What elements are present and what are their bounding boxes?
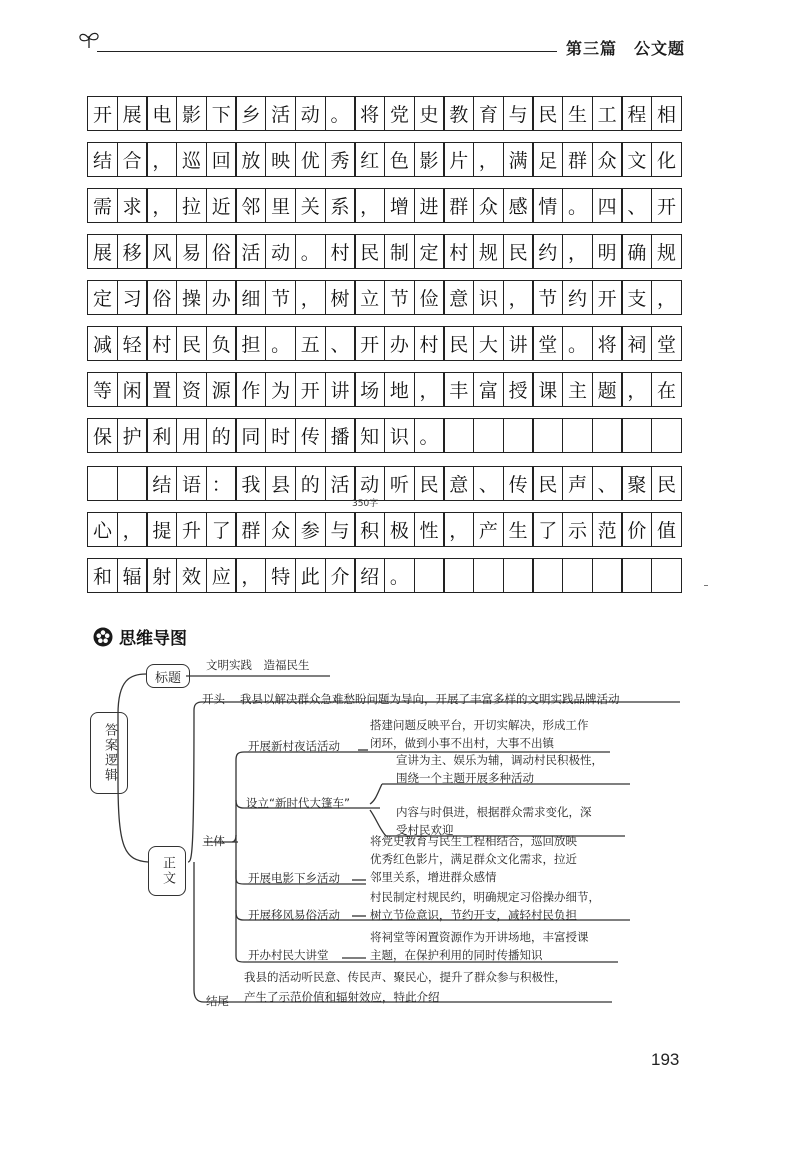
essay-cell: 护 [117, 418, 148, 453]
essay-cell: 风 [146, 234, 177, 269]
mindmap-body-label: 主体 [202, 834, 225, 848]
essay-cell: 了 [206, 512, 237, 547]
essay-cell: 相 [651, 96, 682, 131]
essay-row [87, 280, 679, 315]
essay-cell: 丰 [443, 372, 474, 407]
essay-cell [592, 418, 623, 453]
essay-cell: 定 [414, 234, 445, 269]
essay-cell: ， [117, 512, 148, 547]
mindmap-root-text: 答案逻辑 [102, 723, 117, 783]
mindmap-body-node [148, 846, 186, 896]
essay-cell: 支 [621, 280, 652, 315]
essay-row [87, 466, 679, 501]
essay-cell: 播 [325, 418, 356, 453]
mindmap-heading [93, 624, 187, 649]
essay-cell: 树 [325, 280, 356, 315]
essay-cell [443, 418, 474, 453]
essay-cell: 办 [384, 326, 415, 361]
essay-cell: 资 [176, 372, 207, 407]
essay-row [87, 512, 679, 547]
essay-cell: 时 [265, 418, 296, 453]
essay-cell: 影 [176, 96, 207, 131]
essay-cell: 场 [354, 372, 385, 407]
essay-cell: 结 [87, 142, 118, 177]
essay-cell: 示 [562, 512, 593, 547]
essay-cell: ， [621, 372, 652, 407]
essay-cell: 民 [414, 466, 445, 501]
essay-cell: 置 [146, 372, 177, 407]
mindmap-item-detail: 将祠堂等闲置资源作为开讲场地，丰富授课 [370, 930, 589, 944]
essay-cell: 电 [146, 96, 177, 131]
essay-cell: ， [443, 512, 474, 547]
essay-cell: 移 [117, 234, 148, 269]
essay-cell: 系 [325, 188, 356, 223]
mindmap-opening-label: 开头 [202, 692, 225, 706]
essay-cell: 县 [265, 466, 296, 501]
essay-cell: 巡 [176, 142, 207, 177]
mindmap-item-detail: 优秀红色影片，满足群众文化需求，拉近 [370, 852, 577, 866]
essay-cell: 特 [265, 558, 296, 593]
essay-cell: 产 [473, 512, 504, 547]
essay-cell: ， [295, 280, 326, 315]
essay-cell: 识 [384, 418, 415, 453]
essay-row [87, 372, 679, 407]
mindmap-opening-text: 我县以解决群众急难愁盼问题为导向，开展了丰富多样的文明实践品牌活动 [240, 692, 620, 706]
word-count-label: 350字 [352, 499, 379, 509]
essay-cell: 众 [265, 512, 296, 547]
essay-cell: 活 [235, 234, 266, 269]
sprout-icon [78, 30, 100, 50]
essay-cell: 极 [384, 512, 415, 547]
essay-cell: 堂 [651, 326, 682, 361]
essay-cell: ， [354, 188, 385, 223]
essay-cell: 提 [146, 512, 177, 547]
essay-cell: 定 [87, 280, 118, 315]
essay-cell: 。 [562, 326, 593, 361]
essay-cell: 结 [146, 466, 177, 501]
essay-cell: 乡 [235, 96, 266, 131]
essay-cell: 拉 [176, 188, 207, 223]
essay-cell: 操 [176, 280, 207, 315]
essay-cell: 细 [235, 280, 266, 315]
essay-cell: 红 [354, 142, 385, 177]
essay-cell: 下 [206, 96, 237, 131]
essay-cell: ， [651, 280, 682, 315]
essay-cell: ， [562, 234, 593, 269]
mindmap-item-label: 开展新村夜话活动 [248, 739, 340, 753]
essay-cell: 进 [414, 188, 445, 223]
essay-cell: 民 [532, 96, 563, 131]
essay-cell: 讲 [325, 372, 356, 407]
essay-row [87, 188, 679, 223]
essay-cell: 程 [621, 96, 652, 131]
essay-cell: 与 [503, 96, 534, 131]
essay-cell: 制 [384, 234, 415, 269]
essay-cell: 感 [503, 188, 534, 223]
essay-cell: 办 [206, 280, 237, 315]
essay-cell: 传 [503, 466, 534, 501]
mindmap-root-node [90, 712, 128, 794]
essay-cell: 富 [473, 372, 504, 407]
essay-cell: 色 [384, 142, 415, 177]
essay-cell: 易 [176, 234, 207, 269]
essay-cell: 优 [295, 142, 326, 177]
essay-cell: 立 [354, 280, 385, 315]
essay-cell: 传 [295, 418, 326, 453]
essay-cell: 育 [473, 96, 504, 131]
essay-cell: 增 [384, 188, 415, 223]
mindmap-item-detail: 树立节俭意识，节约开支，减轻村民负担 [370, 908, 577, 922]
mindmap-ending-text: 产生了示范价值和辐射效应，特此介绍 [244, 990, 440, 1004]
essay-cell: 片 [443, 142, 474, 177]
essay-cell: 俭 [414, 280, 445, 315]
essay-cell: ， [235, 558, 266, 593]
essay-cell: 此 [295, 558, 326, 593]
essay-cell: 和 [87, 558, 118, 593]
essay-cell: 村 [325, 234, 356, 269]
mindmap-item-detail: 村民制定村规民约，明确规定习俗操办细节， [370, 890, 600, 904]
mindmap-item-detail: 围绕一个主题开展多种活动 [396, 771, 534, 785]
essay-cell: 开 [592, 280, 623, 315]
essay-cell: 源 [206, 372, 237, 407]
essay-cell: ， [503, 280, 534, 315]
essay-cell: 介 [325, 558, 356, 593]
essay-cell: 效 [176, 558, 207, 593]
essay-cell: 范 [592, 512, 623, 547]
essay-row [87, 558, 679, 593]
mindmap-ending-label: 结尾 [206, 994, 229, 1008]
essay-cell: 担 [235, 326, 266, 361]
essay-cell: 知 [354, 418, 385, 453]
essay-cell: 意 [443, 280, 474, 315]
essay-cell: 满 [503, 142, 534, 177]
essay-cell: 活 [325, 466, 356, 501]
essay-cell: 价 [621, 512, 652, 547]
mindmap-item-detail: 闭环，做到小事不出村，大事不出镇 [370, 736, 554, 750]
essay-cell: 。 [414, 418, 445, 453]
essay-cell: 减 [87, 326, 118, 361]
essay-cell: 节 [384, 280, 415, 315]
mindmap-item-detail: 邻里关系，增进群众感情 [370, 870, 497, 884]
essay-cell: 作 [235, 372, 266, 407]
essay-cell: 规 [473, 234, 504, 269]
essay-cell: 识 [473, 280, 504, 315]
essay-cell: 射 [146, 558, 177, 593]
essay-cell: 史 [414, 96, 445, 131]
essay-cell: 众 [592, 142, 623, 177]
mindmap-item-detail: 主题，在保护利用的同时传播知识 [370, 948, 543, 962]
essay-cell: 祠 [621, 326, 652, 361]
essay-cell [117, 466, 148, 501]
mindmap-heading-text: 思维导图 [119, 629, 187, 649]
essay-cell: 村 [414, 326, 445, 361]
essay-row [87, 234, 679, 269]
mindmap-item-label: 开展移风易俗活动 [248, 908, 340, 922]
essay-cell: 闲 [117, 372, 148, 407]
essay-cell: 群 [235, 512, 266, 547]
mindmap-title-node: 标题 [146, 664, 190, 688]
essay-cell: 四 [592, 188, 623, 223]
essay-cell: 声 [562, 466, 593, 501]
essay-cell: 听 [384, 466, 415, 501]
essay-cell: 求 [117, 188, 148, 223]
essay-cell [503, 418, 534, 453]
essay-cell: 轻 [117, 326, 148, 361]
essay-cell: 近 [206, 188, 237, 223]
essay-cell: 、 [621, 188, 652, 223]
essay-cell: 关 [295, 188, 326, 223]
essay-cell: 为 [265, 372, 296, 407]
essay-cell: ， [146, 142, 177, 177]
flower-badge-icon [93, 627, 113, 647]
essay-cell: 地 [384, 372, 415, 407]
essay-row [87, 142, 679, 177]
essay-cell: 开 [651, 188, 682, 223]
essay-cell: 用 [176, 418, 207, 453]
essay-cell [562, 418, 593, 453]
essay-cell: 动 [295, 96, 326, 131]
mindmap-title-text: 文明实践 造福民生 [206, 658, 310, 672]
essay-cell [414, 558, 445, 593]
essay-cell: 开 [354, 326, 385, 361]
mindmap-item-detail: 搭建问题反映平台，开切实解决，形成工作 [370, 718, 589, 732]
essay-cell: 。 [265, 326, 296, 361]
essay-cell: 心 [87, 512, 118, 547]
connector-title [118, 674, 146, 714]
essay-cell: 语 [176, 466, 207, 501]
essay-cell: 利 [146, 418, 177, 453]
essay-cell: 村 [443, 234, 474, 269]
essay-cell [473, 558, 504, 593]
essay-cell: 。 [295, 234, 326, 269]
essay-cell: 性 [414, 512, 445, 547]
essay-cell: 意 [443, 466, 474, 501]
essay-cell: 合 [117, 142, 148, 177]
essay-cell: 、 [592, 466, 623, 501]
essay-row [87, 96, 679, 131]
essay-cell: 约 [562, 280, 593, 315]
mindmap [0, 650, 800, 1050]
essay-cell: 习 [117, 280, 148, 315]
essay-cell: 众 [473, 188, 504, 223]
essay-cell: 应 [206, 558, 237, 593]
essay-cell: 生 [503, 512, 534, 547]
essay-cell: 节 [532, 280, 563, 315]
essay-cell [621, 558, 652, 593]
essay-cell: 与 [325, 512, 356, 547]
essay-cell: 约 [532, 234, 563, 269]
essay-cell [532, 558, 563, 593]
essay-cell: 讲 [503, 326, 534, 361]
essay-cell: 工 [592, 96, 623, 131]
essay-row [87, 326, 679, 361]
essay-cell: 将 [354, 96, 385, 131]
essay-cell: ， [414, 372, 445, 407]
essay-cell: 。 [325, 96, 356, 131]
essay-cell: 负 [206, 326, 237, 361]
essay-cell: 授 [503, 372, 534, 407]
essay-cell [651, 558, 682, 593]
essay-cell: 民 [532, 466, 563, 501]
essay-cell: 化 [651, 142, 682, 177]
essay-cell: 五 [295, 326, 326, 361]
essay-cell: 教 [443, 96, 474, 131]
essay-cell: 群 [562, 142, 593, 177]
header-rule [97, 51, 557, 52]
essay-cell: 、 [325, 326, 356, 361]
essay-cell: 题 [592, 372, 623, 407]
essay-cell: 文 [621, 142, 652, 177]
essay-cell: 等 [87, 372, 118, 407]
essay-cell: 。 [562, 188, 593, 223]
essay-cell: 升 [176, 512, 207, 547]
mindmap-item-label: 设立“新时代大篷车” [246, 796, 350, 810]
essay-cell: 课 [532, 372, 563, 407]
essay-cell: 节 [265, 280, 296, 315]
essay-cell: 保 [87, 418, 118, 453]
essay-cell: 党 [384, 96, 415, 131]
essay-cell: 俗 [146, 280, 177, 315]
essay-cell: 规 [651, 234, 682, 269]
essay-cell: 展 [87, 234, 118, 269]
essay-cell [87, 466, 118, 501]
essay-cell: 回 [206, 142, 237, 177]
essay-cell [592, 558, 623, 593]
chapter-title: 第三篇 公文题 [566, 39, 686, 58]
essay-cell: 生 [562, 96, 593, 131]
essay-cell: 民 [651, 466, 682, 501]
essay-cell: 值 [651, 512, 682, 547]
essay-cell: 映 [265, 142, 296, 177]
essay-cell: 在 [651, 372, 682, 407]
essay-cell: 的 [206, 418, 237, 453]
essay-cell: ， [146, 188, 177, 223]
essay-cell: ： [206, 466, 237, 501]
essay-cell: 我 [235, 466, 266, 501]
essay-cell: 了 [532, 512, 563, 547]
mindmap-item-detail: 受村民欢迎 [396, 823, 454, 837]
essay-cell [562, 558, 593, 593]
mindmap-item-detail: 内容与时俱进，根据群众需求变化，深 [396, 805, 592, 819]
essay-cell: 积 [354, 512, 385, 547]
page-number: 193 [651, 1050, 680, 1069]
essay-cell: 影 [414, 142, 445, 177]
essay-cell: 的 [295, 466, 326, 501]
essay-cell: 开 [87, 96, 118, 131]
mindmap-body-text: 正文 [160, 856, 175, 886]
essay-cell: 民 [443, 326, 474, 361]
essay-cell [473, 418, 504, 453]
mindmap-item-detail: 将党史教育与民生工程相结合，巡回放映 [370, 834, 577, 848]
mindmap-item-label: 开办村民大讲堂 [248, 948, 329, 962]
margin-mark [704, 585, 708, 586]
essay-cell: 明 [592, 234, 623, 269]
essay-cell: 大 [473, 326, 504, 361]
essay-cell: 辐 [117, 558, 148, 593]
essay-cell: 同 [235, 418, 266, 453]
essay-cell: 村 [146, 326, 177, 361]
essay-cell [503, 558, 534, 593]
essay-cell [621, 418, 652, 453]
page-header [0, 0, 800, 70]
essay-cell: 参 [295, 512, 326, 547]
essay-cell: 俗 [206, 234, 237, 269]
essay-cell: 需 [87, 188, 118, 223]
essay-cell: 动 [265, 234, 296, 269]
essay-cell: 里 [265, 188, 296, 223]
essay-cell: 。 [384, 558, 415, 593]
essay-cell: 堂 [532, 326, 563, 361]
essay-cell: 将 [592, 326, 623, 361]
essay-cell: 邻 [235, 188, 266, 223]
essay-cell: ， [473, 142, 504, 177]
essay-row [87, 418, 679, 453]
essay-cell: 绍 [354, 558, 385, 593]
essay-cell: 聚 [621, 466, 652, 501]
essay-cell: 动 [354, 466, 385, 501]
essay-cell: 群 [443, 188, 474, 223]
essay-cell [532, 418, 563, 453]
essay-cell: 民 [503, 234, 534, 269]
essay-cell [651, 418, 682, 453]
essay-cell: 主 [562, 372, 593, 407]
essay-cell: 确 [621, 234, 652, 269]
essay-cell [443, 558, 474, 593]
essay-cell: 足 [532, 142, 563, 177]
essay-cell: 放 [235, 142, 266, 177]
essay-cell: 、 [473, 466, 504, 501]
essay-cell: 秀 [325, 142, 356, 177]
essay-cell: 开 [295, 372, 326, 407]
mindmap-ending-text: 我县的活动听民意、传民声、聚民心，提升了群众参与积极性， [244, 970, 566, 984]
essay-cell: 展 [117, 96, 148, 131]
mindmap-item-detail: 宣讲为主、娱乐为辅，调动村民积极性， [396, 753, 603, 767]
essay-cell: 情 [532, 188, 563, 223]
essay-cell: 民 [176, 326, 207, 361]
essay-cell: 活 [265, 96, 296, 131]
essay-cell: 民 [354, 234, 385, 269]
mindmap-item-label: 开展电影下乡活动 [248, 871, 340, 885]
